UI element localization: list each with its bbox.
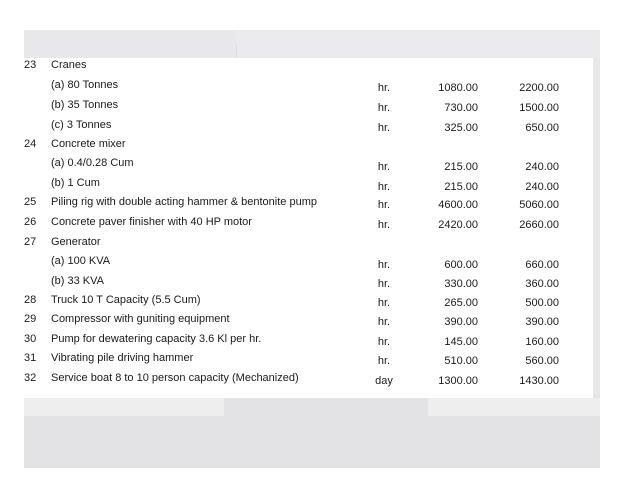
rate-2: 560.00 (525, 355, 559, 367)
rate-1: 2420.00 (438, 219, 478, 231)
item-number: 32 (24, 372, 37, 384)
item-number: 27 (24, 236, 37, 248)
rate-1: 1300.00 (438, 375, 478, 387)
bottom-gap-left (24, 398, 224, 416)
rate-2: 650.00 (525, 122, 559, 134)
item-description: Cranes (51, 59, 87, 71)
item-description: (a) 0.4/0.28 Cum (51, 157, 134, 169)
item-description: (a) 80 Tonnes (51, 79, 119, 91)
item-unit: hr. (377, 122, 391, 134)
item-unit: hr. (377, 278, 391, 290)
item-unit: hr. (377, 161, 391, 173)
seam-line (236, 44, 237, 58)
item-unit: hr. (377, 316, 391, 328)
rate-2: 160.00 (525, 336, 559, 348)
rate-2: 2660.00 (519, 219, 559, 231)
item-description: Service boat 8 to 10 person capacity (Mechanized) (51, 372, 299, 384)
item-unit: hr. (377, 199, 391, 211)
rate-2: 500.00 (525, 297, 559, 309)
item-unit: hr. (377, 336, 391, 348)
item-number: 23 (24, 59, 37, 71)
item-unit: hr. (377, 102, 391, 114)
bottom-gap-right (428, 398, 600, 416)
rate-2: 390.00 (525, 316, 559, 328)
rate-1: 215.00 (444, 181, 478, 193)
item-description: (b) 35 Tonnes (51, 99, 119, 111)
item-unit: day (375, 375, 393, 387)
rate-1: 265.00 (444, 297, 478, 309)
item-number: 30 (24, 333, 37, 345)
item-description: Compressor with guniting equipment (51, 313, 230, 325)
item-description: (c) 3 Tonnes (51, 119, 112, 131)
rate-1: 145.00 (444, 336, 478, 348)
rate-1: 215.00 (444, 161, 478, 173)
item-number: 28 (24, 294, 37, 306)
item-number: 25 (24, 196, 37, 208)
item-description: (b) 1 Cum (51, 177, 100, 189)
item-unit: hr. (377, 259, 391, 271)
rate-2: 5060.00 (519, 199, 559, 211)
item-description: (b) 33 KVA (51, 275, 104, 287)
rate-2: 240.00 (525, 161, 559, 173)
rate-1: 330.00 (444, 278, 478, 290)
item-unit: hr. (377, 355, 391, 367)
item-unit: hr. (377, 82, 391, 94)
item-number: 31 (24, 352, 37, 364)
rate-2: 1500.00 (519, 102, 559, 114)
item-description: Pump for dewatering capacity 3.6 Kl per hr. (51, 333, 262, 345)
rate-2: 240.00 (525, 181, 559, 193)
rate-1: 730.00 (444, 102, 478, 114)
item-description: Generator (51, 236, 101, 248)
rate-2: 1430.00 (519, 375, 559, 387)
item-description: Truck 10 T Capacity (5.5 Cum) (51, 294, 201, 306)
item-unit: hr. (377, 181, 391, 193)
rate-1: 600.00 (444, 259, 478, 271)
item-number: 24 (24, 138, 37, 150)
item-description: Concrete mixer (51, 138, 126, 150)
item-description: Piling rig with double acting hammer & bentonite pump (51, 196, 317, 208)
item-unit: hr. (377, 297, 391, 309)
rate-2: 660.00 (525, 259, 559, 271)
item-number: 26 (24, 216, 37, 228)
item-number: 29 (24, 313, 37, 325)
item-description: Vibrating pile driving hammer (51, 352, 194, 364)
rate-1: 510.00 (444, 355, 478, 367)
item-description: (a) 100 KVA (51, 255, 111, 267)
rate-2: 2200.00 (519, 82, 559, 94)
item-unit: hr. (377, 219, 391, 231)
rate-1: 325.00 (444, 122, 478, 134)
rate-1: 390.00 (444, 316, 478, 328)
item-description: Concrete paver finisher with 40 HP motor (51, 216, 252, 228)
rate-1: 4600.00 (438, 199, 478, 211)
rate-1: 1080.00 (438, 82, 478, 94)
rate-2: 360.00 (525, 278, 559, 290)
top-shade (236, 30, 600, 58)
